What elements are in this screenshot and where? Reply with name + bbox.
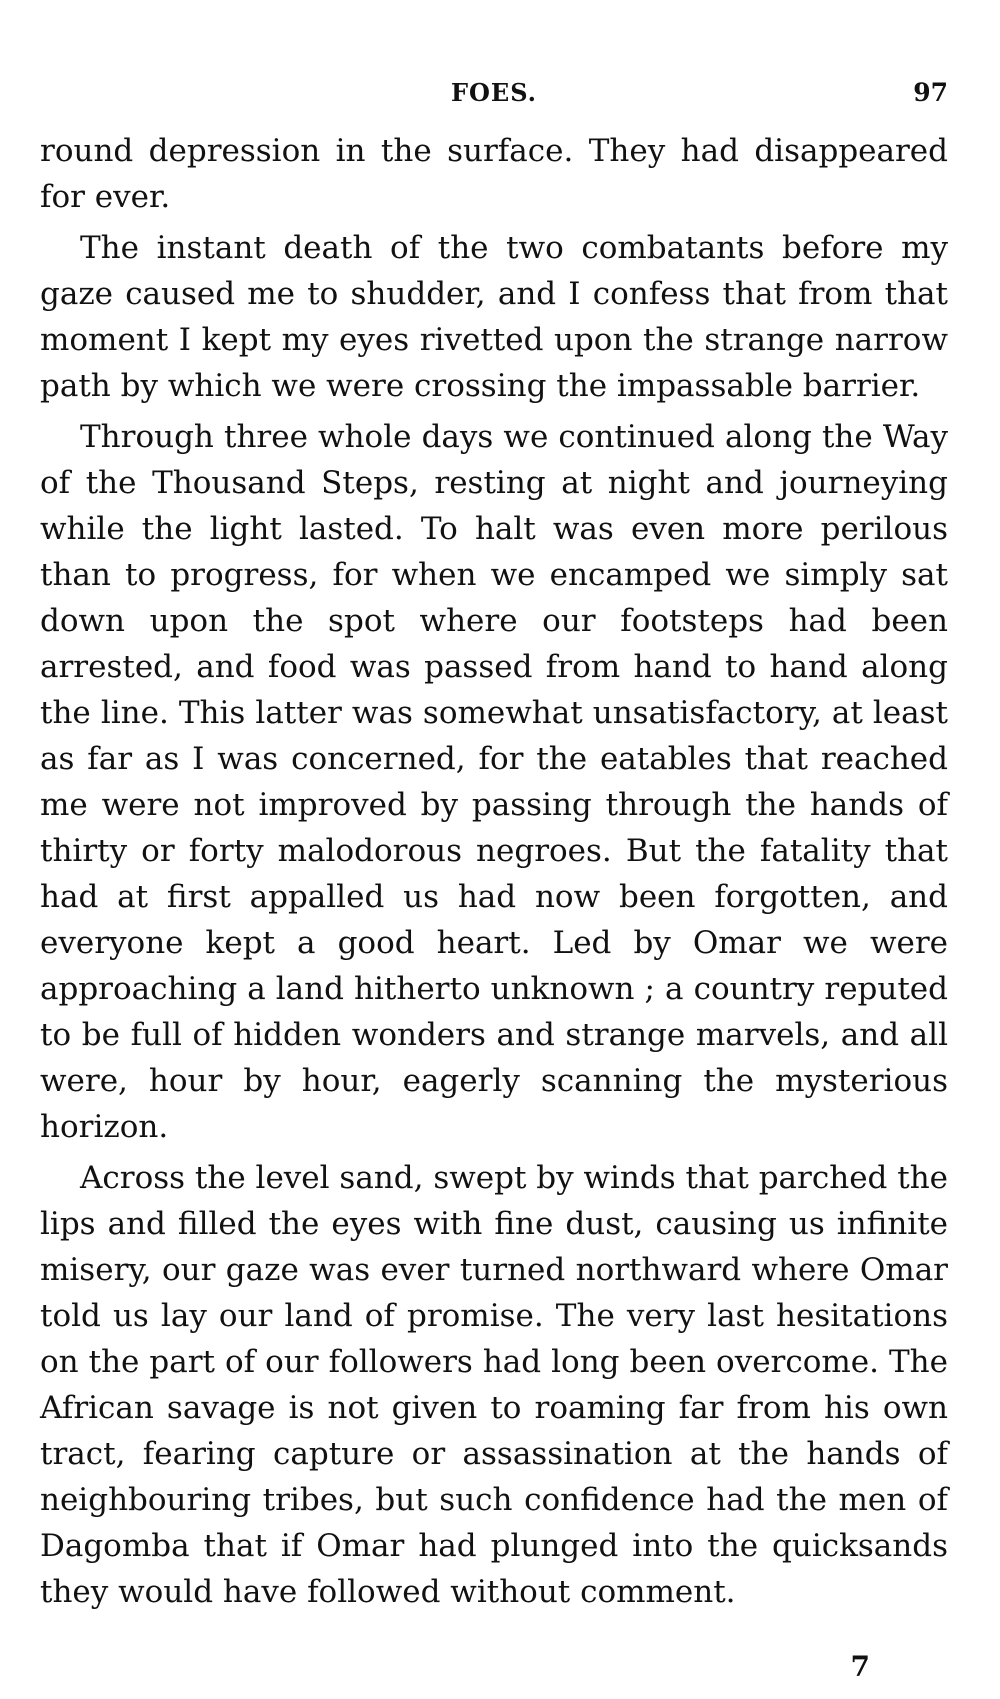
body-text bbox=[40, 128, 948, 1615]
paragraph: Across the level sand, swept by winds that parched the lips and filled the eyes with fine dust, causing us infinite misery, our gaze was ever turned northward where Omar told us lay our land of promise. The very last hesitations on the part of our followers had long been overcome. The African savage is not given to roaming far from his own tract, fearing capture or assassination at the hands of neighbouring tribes, but such confidence had the men of Dagomba that if Omar had plunged into the quicksands they would have followed without comment. bbox=[40, 1160, 948, 1610]
running-head bbox=[40, 78, 948, 118]
paragraph: The instant death of the two combatants before my gaze caused me to shudder, and I confess that from that moment I kept my eyes rivetted upon the strange narrow path by which we were crossing the impassable barrier. bbox=[40, 230, 948, 404]
page-number: 97 bbox=[913, 78, 948, 107]
running-title: FOES. bbox=[450, 78, 538, 107]
paragraph-continuation: round depression in the surface. They had disappeared for ever. bbox=[40, 133, 948, 215]
signature-mark: 7 bbox=[850, 1650, 870, 1683]
paragraph: Through three whole days we continued along the Way of the Thousand Steps, resting at night and journeying while the light lasted. To halt was even more perilous than to progress, for when we encamped we simply sat down upon the spot where our footsteps had been arrested, and food was passed from hand to hand along the line. This latter was somewhat unsatisfactory, at least as far as I was concerned, for the eatables that reached me were not improved by passing through the hands of thirty or forty malodorous negroes. But the fatality that had at first appalled us had now been forgotten, and everyone kept a good heart. Led by Omar we were approaching a land hitherto unknown ; a country reputed to be full of hidden wonders and strange marvels, and all were, hour by hour, eagerly scanning the mysterious horizon. bbox=[40, 419, 948, 1145]
